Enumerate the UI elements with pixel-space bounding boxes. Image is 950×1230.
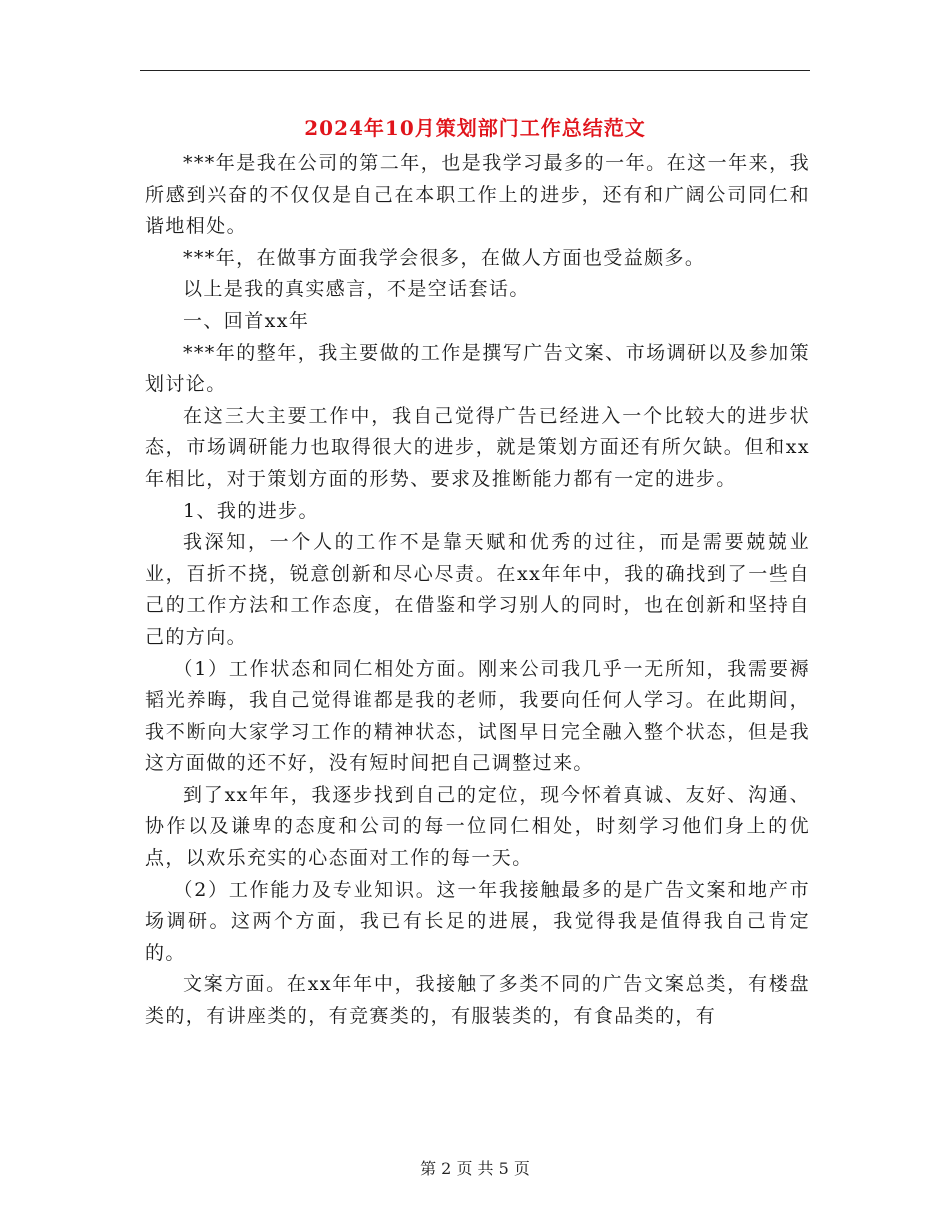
paragraph: ***年的整年，我主要做的工作是撰写广告文案、市场调研以及参加策划讨论。 (145, 341, 810, 396)
header-rule (140, 70, 810, 71)
paragraph: ***年，在做事方面我学会很多，在做人方面也受益颇多。 (183, 246, 706, 269)
document-title: 2024年10月策划部门工作总结范文 (304, 116, 646, 140)
paragraph: ***年是我在公司的第二年，也是我学习最多的一年。在这一年来，我所感到兴奋的不仅仅是自己在本职工作上的进步，还有和广阔公司同仁和谐地相处。 (145, 152, 810, 238)
page-footer: 第 2 页 共 5 页 (420, 1159, 530, 1178)
section-heading: 一、回首xx年 (183, 309, 310, 332)
document-body (145, 148, 810, 1033)
paragraph: 我深知，一个人的工作不是靠天赋和优秀的过往，而是需要兢兢业业，百折不挠，锐意创新和尽心尽责。在xx年年中，我的确找到了一些自己的工作方法和工作态度，在借鉴和学习别人的同时，也在创新和坚持自己的方向。 (145, 531, 810, 648)
paragraph: 在这三大主要工作中，我自己觉得广告已经进入一个比较大的进步状态，市场调研能力也取得很大的进步，就是策划方面还有所欠缺。但和xx年相比，对于策划方面的形势、要求及推断能力都有一定的进步。 (145, 404, 810, 490)
paragraph: 文案方面。在xx年年中，我接触了多类不同的广告文案总类，有楼盘类的，有讲座类的，有竞赛类的，有服装类的，有食品类的，有 (145, 973, 810, 1028)
paragraph: 以上是我的真实感言，不是空话套话。 (183, 278, 530, 301)
paragraph: （2）工作能力及专业知识。这一年我接触最多的是广告文案和地产市场调研。这两个方面，我已有长足的进展，我觉得我是值得我自己肯定的。 (145, 878, 810, 964)
subsection-heading: 1、我的进步。 (183, 499, 319, 522)
paragraph: （1）工作状态和同仁相处方面。刚来公司我几乎一无所知，我需要褥韬光养晦，我自己觉得谁都是我的老师，我要向任何人学习。在此期间，我不断向大家学习工作的精神状态，试图早日完全融入整个状态，但是我这方面做的还不好，没有短时间把自己调整过来。 (145, 657, 810, 775)
paragraph: 到了xx年年，我逐步找到自己的定位，现今怀着真诚、友好、沟通、协作以及谦卑的态度和公司的每一位同仁相处，时刻学习他们身上的优点，以欢乐充实的心态面对工作的每一天。 (145, 783, 810, 870)
